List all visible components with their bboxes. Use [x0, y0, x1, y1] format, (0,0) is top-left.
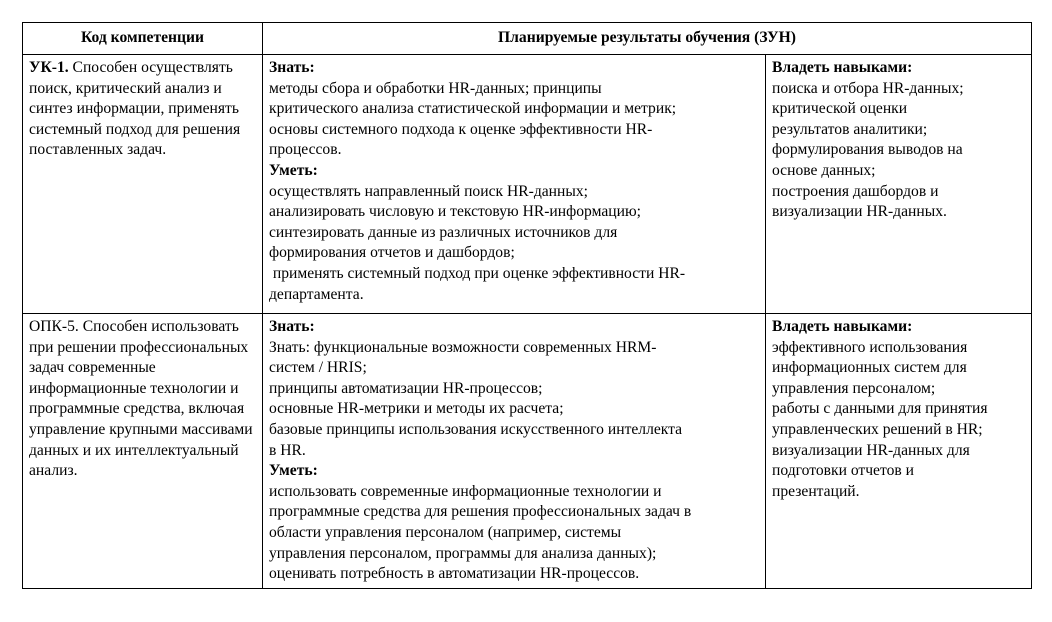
- can-item: синтезировать данные из различных источников для: [269, 223, 618, 241]
- header-competency-code: Код компетенции: [23, 23, 263, 55]
- know-heading: Знать:: [269, 318, 315, 335]
- skills-item: управления персоналом;: [772, 379, 936, 397]
- skills-item: построения дашбордов и: [772, 182, 939, 200]
- competency-description: ОПК-5. Способен использовать при решении профессиональных задач современные информационные технологии и программные средства, включая управление крупными массивами данных и их интеллектуальный анализ.: [29, 318, 253, 480]
- can-item: анализировать числовую и текстовую HR-информацию;: [269, 203, 641, 221]
- skills-item: управленческих решений в HR;: [772, 420, 983, 438]
- skills-item: формулирования выводов на: [772, 141, 963, 159]
- skills-heading: Владеть навыками:: [772, 318, 913, 335]
- can-item: департамента.: [269, 285, 364, 303]
- skills-item: основе данных;: [772, 161, 876, 179]
- know-item: основы системного подхода к оценке эффективности HR-: [269, 120, 653, 138]
- can-item: программные средства для решения профессиональных задач в: [269, 503, 692, 521]
- skills-heading: Владеть навыками:: [772, 59, 913, 76]
- can-item: применять системный подход при оценке эффективности HR-: [269, 264, 686, 282]
- know-can-cell: [263, 55, 766, 314]
- can-item: осуществлять направленный поиск HR-данных;: [269, 182, 588, 200]
- skills-cell: [766, 55, 1032, 314]
- know-item: в HR.: [269, 441, 306, 459]
- competency-code-label: УК-1.: [29, 59, 69, 76]
- know-item: процессов.: [269, 141, 342, 159]
- skills-item: поиска и отбора HR-данных;: [772, 79, 964, 97]
- know-item: базовые принципы использования искусственного интеллекта: [269, 420, 683, 438]
- competency-table: [22, 22, 1032, 589]
- know-item: Знать: функциональные возможности современных HRM-: [269, 338, 657, 356]
- skills-item: информационных систем для: [772, 359, 967, 377]
- know-item: принципы автоматизации HR-процессов;: [269, 379, 543, 397]
- table-row: [23, 314, 1032, 589]
- can-item: использовать современные информационные технологии и: [269, 482, 662, 500]
- know-heading: Знать:: [269, 59, 315, 76]
- can-item: управления персоналом, программы для анализа данных);: [269, 544, 657, 562]
- competency-code-cell: [23, 314, 263, 589]
- skills-item: визуализации HR-данных.: [772, 203, 947, 221]
- can-heading: Уметь:: [269, 462, 318, 480]
- can-heading: Уметь:: [269, 161, 318, 179]
- can-item: формирования отчетов и дашбордов;: [269, 244, 515, 262]
- header-learning-outcomes: Планируемые результаты обучения (ЗУН): [263, 23, 1032, 55]
- know-item: методы сбора и обработки HR-данных; принципы: [269, 79, 602, 97]
- can-item: области управления персоналом (например, системы: [269, 523, 622, 541]
- table-header-row: [23, 23, 1032, 55]
- skills-item: результатов аналитики;: [772, 120, 928, 138]
- skills-item: работы с данными для принятия: [772, 400, 988, 418]
- competency-code-cell: [23, 55, 263, 314]
- table-row: [23, 55, 1032, 314]
- know-item: систем / HRIS;: [269, 359, 367, 377]
- know-item: основные HR-метрики и методы их расчета;: [269, 400, 564, 418]
- know-item: критического анализа статистической информации и метрик;: [269, 100, 677, 118]
- skills-item: подготовки отчетов и: [772, 462, 914, 480]
- skills-item: визуализации HR-данных для: [772, 441, 970, 459]
- skills-item: критической оценки: [772, 100, 908, 118]
- can-item: оценивать потребность в автоматизации HR-процессов.: [269, 565, 640, 583]
- skills-item: презентаций.: [772, 482, 860, 500]
- competency-description: Способен осуществлять поиск, критический анализ и синтез информации, применять системный подход для решения поставленных задач.: [29, 59, 241, 159]
- competency-table-document: [22, 22, 1031, 589]
- know-can-cell: [263, 314, 766, 589]
- skills-cell: [766, 314, 1032, 589]
- skills-item: эффективного использования: [772, 338, 968, 356]
